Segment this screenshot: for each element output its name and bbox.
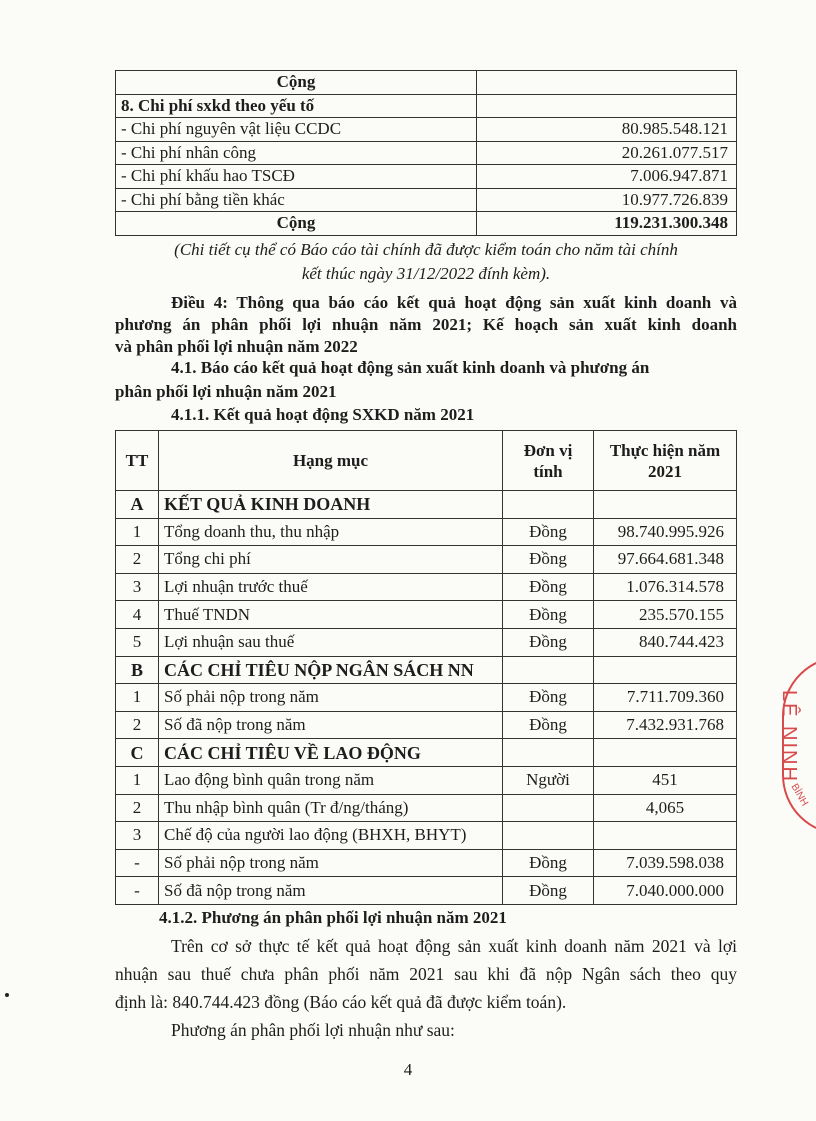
cost-row-value: 7.006.947.871 bbox=[477, 165, 737, 189]
row-item: Số phải nộp trong năm bbox=[159, 684, 503, 712]
section-4-1-1-heading: 4.1.1. Kết quả hoạt động SXKD năm 2021 bbox=[171, 405, 475, 424]
cost-by-factor-table bbox=[115, 70, 737, 236]
section-row bbox=[116, 656, 737, 684]
table-row bbox=[116, 118, 737, 142]
cost-row-label: - Chi phí bằng tiền khác bbox=[116, 188, 477, 212]
row-value: 7.432.931.768 bbox=[594, 711, 737, 739]
row-tt: 3 bbox=[116, 573, 159, 601]
col-item-header: Hạng mục bbox=[159, 431, 503, 491]
body-line: định là: 840.744.423 đồng (Báo cáo kết quả đã được kiểm toán). bbox=[115, 992, 567, 1012]
row-item: Lợi nhuận trước thuế bbox=[159, 573, 503, 601]
audit-note-line: (Chi tiết cụ thể có Báo cáo tài chính đã được kiểm toán cho năm tài chính bbox=[174, 240, 678, 259]
col-value-header-line: Thực hiện năm bbox=[609, 440, 721, 460]
row-item: Tổng doanh thu, thu nhập bbox=[159, 518, 503, 546]
table-row bbox=[116, 165, 737, 189]
cost-section-title: 8. Chi phí sxkd theo yếu tố bbox=[116, 94, 477, 118]
row-unit: Đồng bbox=[503, 573, 594, 601]
row-tt: 1 bbox=[116, 766, 159, 794]
section-code: C bbox=[116, 739, 159, 767]
article-4-line: Điều 4: Thông qua báo cáo kết quả hoạt động sản xuất kinh doanh và bbox=[171, 293, 737, 312]
row-unit: Đồng bbox=[503, 684, 594, 712]
section-4-1-heading bbox=[115, 356, 737, 404]
row-unit bbox=[503, 794, 594, 822]
section-row bbox=[116, 739, 737, 767]
article-4-line: và phân phối lợi nhuận năm 2022 bbox=[115, 337, 358, 356]
row-unit: Đồng bbox=[503, 877, 594, 905]
section-title: KẾT QUẢ KINH DOANH bbox=[159, 491, 503, 519]
row-value: 1.076.314.578 bbox=[594, 573, 737, 601]
row-tt: 3 bbox=[116, 822, 159, 850]
prev-total-label: Cộng bbox=[116, 71, 477, 95]
table-row bbox=[116, 684, 737, 712]
cost-row-label: - Chi phí khấu hao TSCĐ bbox=[116, 165, 477, 189]
row-tt: 2 bbox=[116, 711, 159, 739]
row-item: Lợi nhuận sau thuế bbox=[159, 628, 503, 656]
section-title: CÁC CHỈ TIÊU NỘP NGÂN SÁCH NN bbox=[159, 656, 503, 684]
row-item: Số đã nộp trong năm bbox=[159, 877, 503, 905]
col-unit-header bbox=[503, 431, 594, 491]
row-unit: Đồng bbox=[503, 628, 594, 656]
row-tt: - bbox=[116, 849, 159, 877]
audit-note bbox=[115, 238, 737, 286]
row-value: 97.664.681.348 bbox=[594, 546, 737, 574]
row-value bbox=[594, 822, 737, 850]
col-value-header-line: 2021 bbox=[648, 461, 682, 481]
row-item: Tổng chi phí bbox=[159, 546, 503, 574]
row-tt: 2 bbox=[116, 794, 159, 822]
body-line: Phương án phân phối lợi nhuận như sau: bbox=[171, 1020, 455, 1040]
row-value: 4,065 bbox=[594, 794, 737, 822]
row-unit: Đồng bbox=[503, 518, 594, 546]
section-4-1-line: phân phối lợi nhuận năm 2021 bbox=[115, 382, 337, 401]
table-row bbox=[116, 141, 737, 165]
row-value: 840.744.423 bbox=[594, 628, 737, 656]
section-title: CÁC CHỈ TIÊU VỀ LAO ĐỘNG bbox=[159, 739, 503, 767]
row-tt: 4 bbox=[116, 601, 159, 629]
table-row bbox=[116, 849, 737, 877]
body-line: Trên cơ sở thực tế kết quả hoạt động sản xuất kinh doanh năm 2021 và lợi bbox=[171, 936, 737, 956]
table-row bbox=[116, 573, 737, 601]
row-item: Chế độ của người lao động (BHXH, BHYT) bbox=[159, 822, 503, 850]
section-4-1-2-heading: 4.1.2. Phương án phân phối lợi nhuận năm 2021 bbox=[159, 908, 507, 927]
cost-row-value: 10.977.726.839 bbox=[477, 188, 737, 212]
cost-row-label: - Chi phí nguyên vật liệu CCDC bbox=[116, 118, 477, 142]
cost-row-value: 80.985.548.121 bbox=[477, 118, 737, 142]
scan-speck bbox=[5, 993, 9, 997]
row-tt: - bbox=[116, 877, 159, 905]
table-row bbox=[116, 94, 737, 118]
cost-row-value: 20.261.077.517 bbox=[477, 141, 737, 165]
table-row bbox=[116, 766, 737, 794]
table-row bbox=[116, 711, 737, 739]
row-unit: Đồng bbox=[503, 601, 594, 629]
table-row bbox=[116, 628, 737, 656]
section-row bbox=[116, 491, 737, 519]
row-value: 98.740.995.926 bbox=[594, 518, 737, 546]
row-value: 235.570.155 bbox=[594, 601, 737, 629]
row-tt: 1 bbox=[116, 518, 159, 546]
row-unit: Người bbox=[503, 766, 594, 794]
page-number: 4 bbox=[403, 1060, 413, 1079]
section-code: B bbox=[116, 656, 159, 684]
row-value: 7.711.709.360 bbox=[594, 684, 737, 712]
row-item: Thuế TNDN bbox=[159, 601, 503, 629]
section-code: A bbox=[116, 491, 159, 519]
article-4-line: phương án phân phối lợi nhuận năm 2021; Kế hoạch sản xuất kinh doanh bbox=[115, 315, 737, 334]
cost-total-value: 119.231.300.348 bbox=[477, 212, 737, 236]
row-item: Số đã nộp trong năm bbox=[159, 711, 503, 739]
row-item: Số phải nộp trong năm bbox=[159, 849, 503, 877]
table-row bbox=[116, 518, 737, 546]
table-row bbox=[116, 546, 737, 574]
row-item: Lao động bình quân trong năm bbox=[159, 766, 503, 794]
row-tt: 1 bbox=[116, 684, 159, 712]
body-paragraph bbox=[115, 932, 737, 1044]
row-value: 7.040.000.000 bbox=[594, 877, 737, 905]
table-row bbox=[116, 601, 737, 629]
row-item: Thu nhập bình quân (Tr đ/ng/tháng) bbox=[159, 794, 503, 822]
table-row bbox=[116, 822, 737, 850]
stamp-text: LÊ NINH bbox=[778, 690, 800, 783]
row-tt: 2 bbox=[116, 546, 159, 574]
stamp-small-text: BÌNH bbox=[788, 782, 810, 809]
section-4-1-line: 4.1. Báo cáo kết quả hoạt động sản xuất kinh doanh và phương án bbox=[171, 358, 650, 377]
row-unit: Đồng bbox=[503, 711, 594, 739]
table-row bbox=[116, 71, 737, 95]
col-value-header bbox=[594, 431, 737, 491]
row-unit bbox=[503, 822, 594, 850]
body-line: nhuận sau thuế chưa phân phối năm 2021 sau khi đã nộp Ngân sách theo quy bbox=[115, 964, 737, 984]
col-unit-header-line: tính bbox=[533, 461, 563, 481]
article-4-heading bbox=[115, 292, 737, 358]
col-unit-header-line: Đơn vị bbox=[523, 440, 573, 460]
row-value: 451 bbox=[594, 766, 737, 794]
table-row bbox=[116, 188, 737, 212]
table-row bbox=[116, 877, 737, 905]
row-unit: Đồng bbox=[503, 546, 594, 574]
business-results-table bbox=[115, 430, 737, 905]
table-header-row bbox=[116, 431, 737, 491]
audit-note-line: kết thúc ngày 31/12/2022 đính kèm). bbox=[301, 264, 551, 283]
row-unit: Đồng bbox=[503, 849, 594, 877]
cost-total-label: Cộng bbox=[116, 212, 477, 236]
col-tt-header: TT bbox=[116, 431, 159, 491]
table-row bbox=[116, 794, 737, 822]
row-tt: 5 bbox=[116, 628, 159, 656]
cost-row-label: - Chi phí nhân công bbox=[116, 141, 477, 165]
row-value: 7.039.598.038 bbox=[594, 849, 737, 877]
table-row bbox=[116, 212, 737, 236]
